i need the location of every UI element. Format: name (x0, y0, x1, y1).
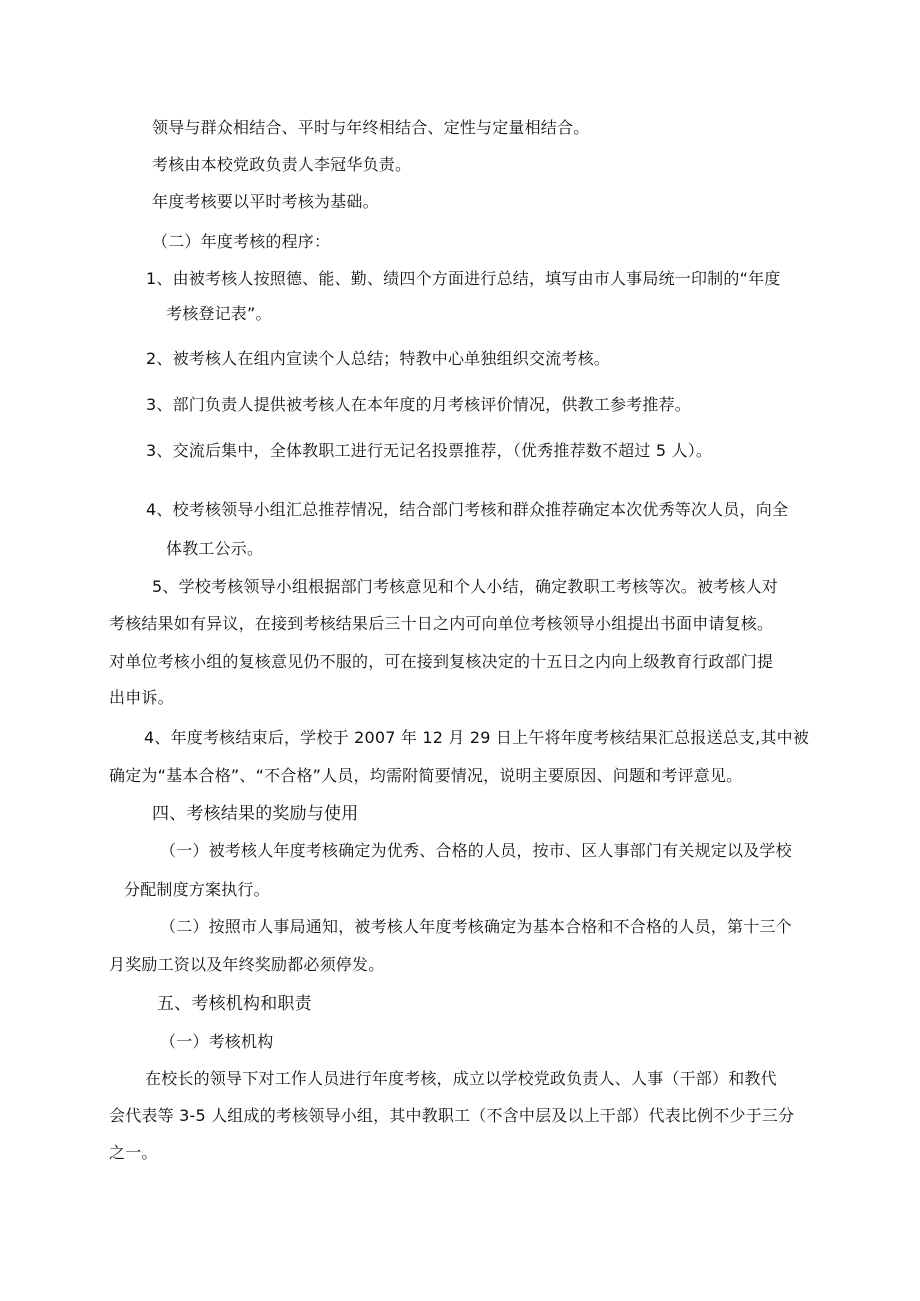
text-line: （二）年度考核的程序： (152, 232, 331, 251)
text-line: （二）按照市人事局通知，被考核人年度考核确定为基本合格和不合格的人员，第十三个 (160, 917, 792, 936)
text-line: 领导与群众相结合、平时与年终相结合、定性与定量相结合。 (152, 118, 590, 137)
text-line: 确定为“基本合格”、“不合格”人员，均需附简要情况，说明主要原因、问题和考评意见。 (109, 766, 743, 785)
text-line: 对单位考核小组的复核意见仍不服的，可在接到复核决定的十五日之内向上级教育行政部门提 (109, 652, 774, 671)
text-line: 之一。 (109, 1143, 158, 1162)
text-line: 1、由被考核人按照德、能、勤、绩四个方面进行总结，填写由市人事局统一印制的“年度 (146, 269, 781, 288)
text-line: （一）考核机构 (160, 1032, 274, 1051)
text-line: 会代表等 3-5 人组成的考核领导小组，其中教职工（不含中层及以上干部）代表比例不少于三分 (109, 1106, 795, 1125)
section-heading: 五、考核机构和职责 (157, 994, 312, 1014)
text-line: （一）被考核人年度考核确定为优秀、合格的人员，按市、区人事部门有关规定以及学校 (160, 841, 792, 860)
text-line: 考核登记表”。 (166, 304, 272, 323)
text-line: 4、年度考核结束后，学校于 2007 年 12 月 29 日上午将年度考核结果汇总报送总支,其中被 (144, 728, 810, 747)
text-line: 在校长的领导下对工作人员进行年度考核，成立以学校党政负责人、人事（干部）和教代 (145, 1069, 777, 1088)
text-line: 2、被考核人在组内宣读个人总结；特教中心单独组织交流考核。 (146, 349, 610, 368)
section-heading: 四、考核结果的奖励与使用 (152, 804, 359, 824)
text-line: 5、学校考核领导小组根据部门考核意见和个人小结，确定教职工考核等次。被考核人对 (152, 577, 778, 596)
text-line: 3、部门负责人提供被考核人在本年度的月考核评价情况，供教工参考推荐。 (146, 395, 691, 414)
text-line: 分配制度方案执行。 (124, 880, 270, 899)
text-line: 4、校考核领导小组汇总推荐情况，结合部门考核和群众推荐确定本次优秀等次人员，向全 (146, 500, 789, 519)
text-line: 3、交流后集中，全体教职工进行无记名投票推荐，（优秀推荐数不超过 5 人）。 (146, 441, 713, 460)
text-line: 年度考核要以平时考核为基础。 (152, 192, 379, 211)
text-line: 月奖励工资以及年终奖励都必须停发。 (109, 955, 385, 974)
text-line: 体教工公示。 (166, 539, 264, 558)
text-line: 考核结果如有异议，在接到考核结果后三十日之内可向单位考核领导小组提出书面申请复核。 (109, 614, 774, 633)
text-line: 考核由本校党政负责人李冠华负责。 (152, 155, 412, 174)
text-line: 出申诉。 (109, 688, 174, 707)
